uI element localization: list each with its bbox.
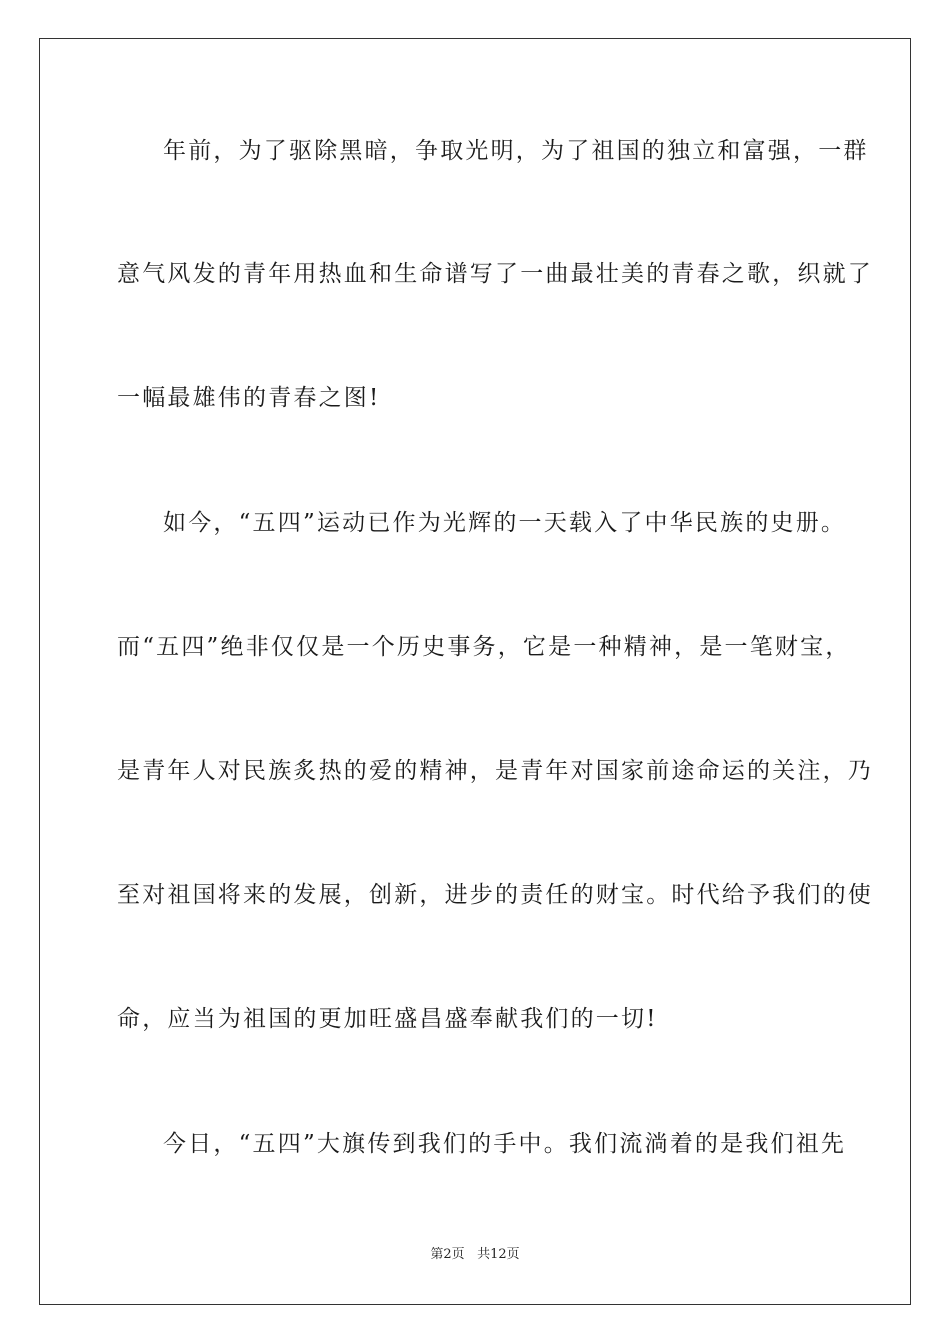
- text-line: 意气风发的青年用热血和生命谱写了一曲最壮美的青春之歌，织就了: [117, 261, 873, 287]
- text-line: 如今，“五四”运动已作为光辉的一天载入了中华民族的史册。: [163, 510, 847, 536]
- text-line: 而“五四”绝非仅仅是一个历史事务，它是一种精神，是一笔财宝，: [117, 634, 851, 660]
- text-line: 至对祖国将来的发展，创新，进步的责任的财宝。时代给予我们的使: [117, 882, 873, 908]
- page-border: [39, 38, 911, 1305]
- text-line: 年前，为了驱除黑暗，争取光明，为了祖国的独立和富强，一群: [163, 138, 869, 164]
- page-number: 第2页: [430, 1247, 465, 1262]
- text-line: 今日，“五四”大旗传到我们的手中。我们流淌着的是我们祖先: [163, 1131, 847, 1157]
- page-total: 共12页: [477, 1247, 520, 1262]
- text-line: 是青年人对民族炙热的爱的精神，是青年对国家前途命运的关注，乃: [117, 758, 873, 784]
- page-footer: [0, 1246, 950, 1264]
- text-line: 命，应当为祖国的更加旺盛昌盛奉献我们的一切!: [117, 1006, 658, 1032]
- text-line: 一幅最雄伟的青春之图!: [117, 385, 381, 411]
